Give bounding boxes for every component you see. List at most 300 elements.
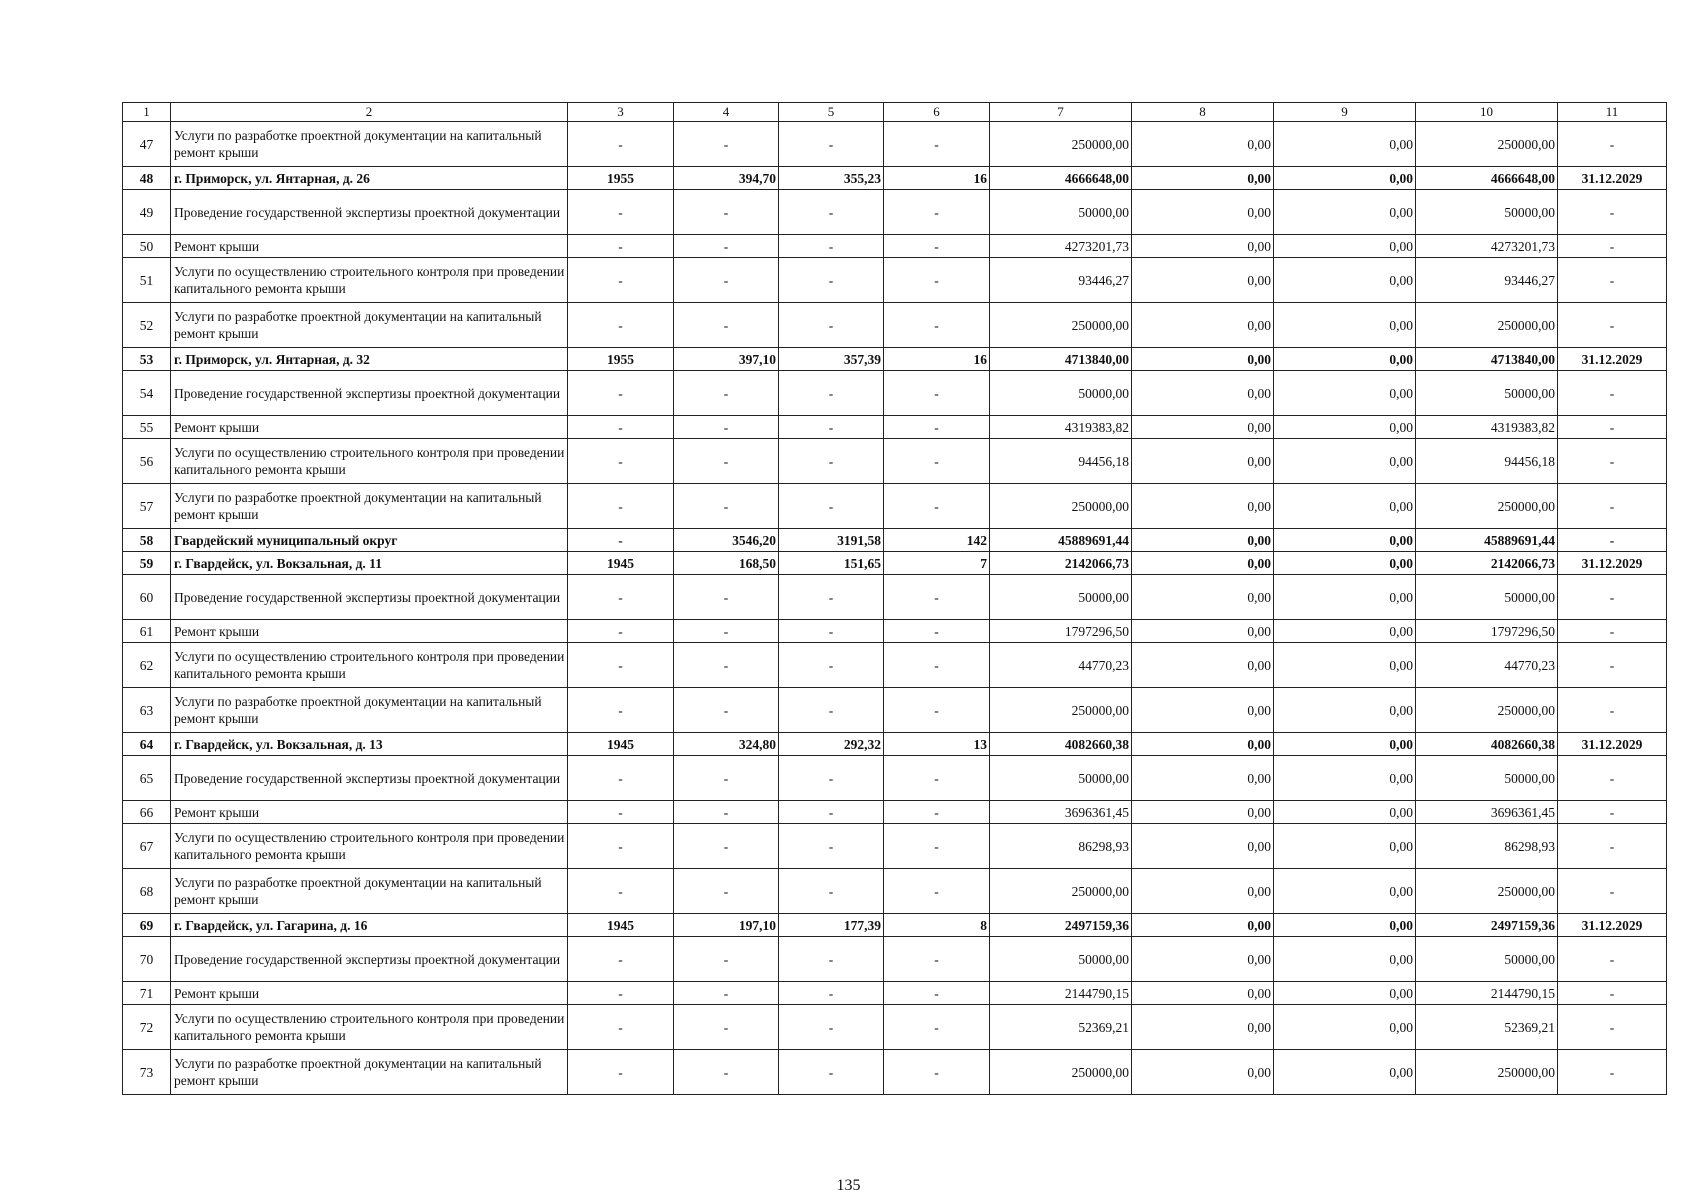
deadline-cell: - [1558,303,1667,348]
item-name-cell: г. Приморск, ул. Янтарная, д. 32 [171,348,568,371]
col6-cell: - [884,371,990,416]
col7-amount-cell: 1797296,50 [990,620,1132,643]
year-cell: 1955 [568,167,674,190]
table-row [123,348,1667,371]
col9-amount-cell: 0,00 [1274,733,1416,756]
year-cell: - [568,303,674,348]
row-number-cell: 55 [123,416,171,439]
col5-cell: 292,32 [779,733,884,756]
table-row [123,416,1667,439]
col4-cell: - [674,620,779,643]
col7-amount-cell: 4082660,38 [990,733,1132,756]
table-row [123,982,1667,1005]
row-number-cell: 51 [123,258,171,303]
col10-amount-cell: 250000,00 [1416,303,1558,348]
col8-amount-cell: 0,00 [1132,371,1274,416]
col4-cell: - [674,869,779,914]
col9-amount-cell: 0,00 [1274,303,1416,348]
row-number-cell: 69 [123,914,171,937]
col7-amount-cell: 2142066,73 [990,552,1132,575]
table-body [123,103,1667,1095]
deadline-cell: - [1558,1050,1667,1095]
col8-amount-cell: 0,00 [1132,1050,1274,1095]
deadline-cell: 31.12.2029 [1558,914,1667,937]
col4-cell: - [674,575,779,620]
col5-cell: - [779,937,884,982]
deadline-cell: - [1558,937,1667,982]
col7-amount-cell: 50000,00 [990,371,1132,416]
col9-amount-cell: 0,00 [1274,167,1416,190]
col10-amount-cell: 50000,00 [1416,756,1558,801]
col10-amount-cell: 50000,00 [1416,937,1558,982]
col8-amount-cell: 0,00 [1132,1005,1274,1050]
col5-cell: - [779,1050,884,1095]
year-cell: 1945 [568,914,674,937]
col4-cell: - [674,258,779,303]
item-name-cell: Ремонт крыши [171,801,568,824]
col8-amount-cell: 0,00 [1132,439,1274,484]
deadline-cell: - [1558,801,1667,824]
col7-amount-cell: 250000,00 [990,303,1132,348]
col5-cell: - [779,371,884,416]
year-cell: - [568,801,674,824]
item-name-cell: Услуги по разработке проектной документации на капитальный ремонт крыши [171,303,568,348]
row-number-cell: 60 [123,575,171,620]
col6-cell: - [884,122,990,167]
item-name-cell: Услуги по осуществлению строительного контроля при проведении капитального ремонта крыши [171,824,568,869]
deadline-cell: - [1558,643,1667,688]
col8-amount-cell: 0,00 [1132,484,1274,529]
year-cell: - [568,258,674,303]
row-number-cell: 52 [123,303,171,348]
col8-amount-cell: 0,00 [1132,303,1274,348]
deadline-cell: - [1558,1005,1667,1050]
col7-amount-cell: 50000,00 [990,190,1132,235]
col9-amount-cell: 0,00 [1274,484,1416,529]
col7-amount-cell: 250000,00 [990,869,1132,914]
item-name-cell: Услуги по осуществлению строительного контроля при проведении капитального ремонта крыши [171,643,568,688]
year-cell: - [568,439,674,484]
col8-amount-cell: 0,00 [1132,529,1274,552]
row-number-cell: 64 [123,733,171,756]
col8-amount-cell: 0,00 [1132,756,1274,801]
col6-cell: - [884,756,990,801]
item-name-cell: г. Гвардейск, ул. Вокзальная, д. 13 [171,733,568,756]
col7-amount-cell: 4666648,00 [990,167,1132,190]
col9-amount-cell: 0,00 [1274,552,1416,575]
col7-amount-cell: 250000,00 [990,1050,1132,1095]
col4-cell: - [674,303,779,348]
year-cell: - [568,869,674,914]
col4-cell: - [674,484,779,529]
deadline-cell: - [1558,688,1667,733]
col9-amount-cell: 0,00 [1274,982,1416,1005]
col9-amount-cell: 0,00 [1274,688,1416,733]
col7-amount-cell: 250000,00 [990,122,1132,167]
col7-amount-cell: 2144790,15 [990,982,1132,1005]
table-row [123,371,1667,416]
row-number-cell: 47 [123,122,171,167]
col7-amount-cell: 250000,00 [990,688,1132,733]
table-row [123,1005,1667,1050]
deadline-cell: - [1558,190,1667,235]
deadline-cell: - [1558,484,1667,529]
row-number-cell: 54 [123,371,171,416]
table-row [123,190,1667,235]
col6-cell: - [884,416,990,439]
col6-cell: 142 [884,529,990,552]
deadline-cell: 31.12.2029 [1558,552,1667,575]
col5-cell: - [779,416,884,439]
col10-amount-cell: 52369,21 [1416,1005,1558,1050]
col4-cell: - [674,416,779,439]
col5-cell: - [779,824,884,869]
col7-amount-cell: 4319383,82 [990,416,1132,439]
deadline-cell: - [1558,620,1667,643]
col4-cell: 3546,20 [674,529,779,552]
col10-amount-cell: 4319383,82 [1416,416,1558,439]
year-cell: - [568,756,674,801]
col6-cell: - [884,824,990,869]
col7-amount-cell: 3696361,45 [990,801,1132,824]
col8-amount-cell: 0,00 [1132,552,1274,575]
col8-amount-cell: 0,00 [1132,235,1274,258]
table-row [123,529,1667,552]
col10-amount-cell: 4082660,38 [1416,733,1558,756]
year-cell: - [568,982,674,1005]
col7-amount-cell: 86298,93 [990,824,1132,869]
table-row [123,258,1667,303]
col9-amount-cell: 0,00 [1274,937,1416,982]
col10-amount-cell: 4273201,73 [1416,235,1558,258]
row-number-cell: 68 [123,869,171,914]
col7-amount-cell: 44770,23 [990,643,1132,688]
col10-amount-cell: 250000,00 [1416,484,1558,529]
row-number-cell: 59 [123,552,171,575]
col5-cell: - [779,303,884,348]
year-cell: - [568,190,674,235]
col8-amount-cell: 0,00 [1132,937,1274,982]
col4-cell: - [674,190,779,235]
col5-cell: 3191,58 [779,529,884,552]
col5-cell: - [779,620,884,643]
col9-amount-cell: 0,00 [1274,1050,1416,1095]
col4-cell: 397,10 [674,348,779,371]
col8-amount-cell: 0,00 [1132,258,1274,303]
col6-cell: 13 [884,733,990,756]
item-name-cell: г. Приморск, ул. Янтарная, д. 26 [171,167,568,190]
col5-cell: 151,65 [779,552,884,575]
col6-cell: - [884,303,990,348]
col6-cell: - [884,982,990,1005]
col4-cell: - [674,643,779,688]
col8-amount-cell: 0,00 [1132,733,1274,756]
col6-cell: - [884,484,990,529]
col8-amount-cell: 0,00 [1132,575,1274,620]
item-name-cell: Услуги по разработке проектной документации на капитальный ремонт крыши [171,688,568,733]
col4-cell: 168,50 [674,552,779,575]
table-row [123,801,1667,824]
col9-amount-cell: 0,00 [1274,869,1416,914]
col10-amount-cell: 50000,00 [1416,575,1558,620]
col9-amount-cell: 0,00 [1274,258,1416,303]
year-cell: 1955 [568,348,674,371]
col10-amount-cell: 44770,23 [1416,643,1558,688]
col4-cell: 324,80 [674,733,779,756]
col6-cell: - [884,1050,990,1095]
row-number-cell: 53 [123,348,171,371]
column-header: 9 [1274,103,1416,122]
table-row [123,733,1667,756]
col10-amount-cell: 4713840,00 [1416,348,1558,371]
col10-amount-cell: 250000,00 [1416,688,1558,733]
deadline-cell: - [1558,575,1667,620]
table-row [123,167,1667,190]
table-row [123,869,1667,914]
col4-cell: - [674,1005,779,1050]
col7-amount-cell: 52369,21 [990,1005,1132,1050]
column-header: 2 [171,103,568,122]
col5-cell: - [779,190,884,235]
deadline-cell: - [1558,756,1667,801]
col10-amount-cell: 94456,18 [1416,439,1558,484]
deadline-cell: - [1558,869,1667,914]
col6-cell: - [884,643,990,688]
deadline-cell: - [1558,439,1667,484]
item-name-cell: г. Гвардейск, ул. Гагарина, д. 16 [171,914,568,937]
year-cell: 1945 [568,552,674,575]
col6-cell: - [884,575,990,620]
col9-amount-cell: 0,00 [1274,620,1416,643]
item-name-cell: г. Гвардейск, ул. Вокзальная, д. 11 [171,552,568,575]
year-cell: - [568,643,674,688]
row-number-cell: 48 [123,167,171,190]
col5-cell: - [779,982,884,1005]
year-cell: - [568,122,674,167]
col6-cell: - [884,258,990,303]
table-row [123,688,1667,733]
col9-amount-cell: 0,00 [1274,824,1416,869]
col6-cell: 16 [884,167,990,190]
item-name-cell: Ремонт крыши [171,416,568,439]
col9-amount-cell: 0,00 [1274,529,1416,552]
item-name-cell: Услуги по разработке проектной документации на капитальный ремонт крыши [171,869,568,914]
item-name-cell: Услуги по осуществлению строительного контроля при проведении капитального ремонта крыши [171,258,568,303]
col5-cell: - [779,756,884,801]
col9-amount-cell: 0,00 [1274,756,1416,801]
col6-cell: 8 [884,914,990,937]
row-number-cell: 57 [123,484,171,529]
item-name-cell: Услуги по осуществлению строительного контроля при проведении капитального ремонта крыши [171,1005,568,1050]
col5-cell: - [779,484,884,529]
col8-amount-cell: 0,00 [1132,620,1274,643]
column-header: 5 [779,103,884,122]
col9-amount-cell: 0,00 [1274,643,1416,688]
col6-cell: - [884,190,990,235]
year-cell: - [568,575,674,620]
col6-cell: - [884,439,990,484]
table-row [123,756,1667,801]
col4-cell: - [674,371,779,416]
deadline-cell: 31.12.2029 [1558,167,1667,190]
col5-cell: - [779,801,884,824]
table-row [123,643,1667,688]
deadline-cell: - [1558,529,1667,552]
table-row [123,303,1667,348]
deadline-cell: 31.12.2029 [1558,348,1667,371]
table-row [123,552,1667,575]
table-row [123,235,1667,258]
col10-amount-cell: 3696361,45 [1416,801,1558,824]
col10-amount-cell: 2144790,15 [1416,982,1558,1005]
row-number-cell: 65 [123,756,171,801]
table-row [123,439,1667,484]
col5-cell: - [779,643,884,688]
col10-amount-cell: 250000,00 [1416,869,1558,914]
row-number-cell: 73 [123,1050,171,1095]
col5-cell: 177,39 [779,914,884,937]
col4-cell: - [674,824,779,869]
col10-amount-cell: 93446,27 [1416,258,1558,303]
col4-cell: - [674,122,779,167]
col7-amount-cell: 50000,00 [990,937,1132,982]
col6-cell: 7 [884,552,990,575]
col8-amount-cell: 0,00 [1132,416,1274,439]
col8-amount-cell: 0,00 [1132,643,1274,688]
col5-cell: - [779,869,884,914]
page-number: 135 [836,1177,861,1194]
col10-amount-cell: 50000,00 [1416,371,1558,416]
col4-cell: - [674,801,779,824]
col4-cell: - [674,688,779,733]
col8-amount-cell: 0,00 [1132,824,1274,869]
deadline-cell: - [1558,235,1667,258]
col8-amount-cell: 0,00 [1132,801,1274,824]
col4-cell: - [674,982,779,1005]
col8-amount-cell: 0,00 [1132,914,1274,937]
item-name-cell: Проведение государственной экспертизы проектной документации [171,937,568,982]
year-cell: - [568,1005,674,1050]
item-name-cell: Проведение государственной экспертизы проектной документации [171,575,568,620]
year-cell: - [568,688,674,733]
table-row [123,620,1667,643]
col10-amount-cell: 2497159,36 [1416,914,1558,937]
col10-amount-cell: 250000,00 [1416,1050,1558,1095]
repair-schedule-table [122,102,1667,1095]
table-row [123,914,1667,937]
row-number-cell: 58 [123,529,171,552]
row-number-cell: 62 [123,643,171,688]
col5-cell: - [779,122,884,167]
col8-amount-cell: 0,00 [1132,688,1274,733]
column-header: 7 [990,103,1132,122]
column-header: 10 [1416,103,1558,122]
column-header: 1 [123,103,171,122]
col9-amount-cell: 0,00 [1274,122,1416,167]
column-header: 3 [568,103,674,122]
col9-amount-cell: 0,00 [1274,416,1416,439]
item-name-cell: Услуги по разработке проектной документации на капитальный ремонт крыши [171,484,568,529]
col10-amount-cell: 50000,00 [1416,190,1558,235]
column-header: 6 [884,103,990,122]
column-header: 11 [1558,103,1667,122]
item-name-cell: Проведение государственной экспертизы проектной документации [171,371,568,416]
col9-amount-cell: 0,00 [1274,190,1416,235]
row-number-cell: 63 [123,688,171,733]
year-cell: - [568,824,674,869]
deadline-cell: - [1558,416,1667,439]
col10-amount-cell: 4666648,00 [1416,167,1558,190]
row-number-cell: 71 [123,982,171,1005]
col6-cell: - [884,801,990,824]
year-cell: - [568,371,674,416]
col6-cell: - [884,688,990,733]
table-row [123,122,1667,167]
col7-amount-cell: 94456,18 [990,439,1132,484]
deadline-cell: - [1558,824,1667,869]
table-row [123,575,1667,620]
item-name-cell: Услуги по разработке проектной документации на капитальный ремонт крыши [171,122,568,167]
col5-cell: - [779,439,884,484]
col8-amount-cell: 0,00 [1132,348,1274,371]
col9-amount-cell: 0,00 [1274,235,1416,258]
col7-amount-cell: 50000,00 [990,756,1132,801]
table-row [123,824,1667,869]
col5-cell: 355,23 [779,167,884,190]
column-number-header-row [123,103,1667,122]
year-cell: - [568,937,674,982]
year-cell: - [568,1050,674,1095]
col9-amount-cell: 0,00 [1274,371,1416,416]
col8-amount-cell: 0,00 [1132,190,1274,235]
col4-cell: - [674,439,779,484]
col4-cell: - [674,235,779,258]
year-cell: - [568,529,674,552]
col5-cell: - [779,1005,884,1050]
table-row [123,484,1667,529]
col4-cell: - [674,1050,779,1095]
col4-cell: - [674,937,779,982]
col10-amount-cell: 2142066,73 [1416,552,1558,575]
item-name-cell: Ремонт крыши [171,235,568,258]
col7-amount-cell: 50000,00 [990,575,1132,620]
item-name-cell: Ремонт крыши [171,620,568,643]
col8-amount-cell: 0,00 [1132,122,1274,167]
year-cell: - [568,484,674,529]
year-cell: 1945 [568,733,674,756]
col6-cell: - [884,1005,990,1050]
col5-cell: - [779,258,884,303]
table-row [123,937,1667,982]
col6-cell: - [884,620,990,643]
deadline-cell: - [1558,258,1667,303]
col6-cell: - [884,235,990,258]
col10-amount-cell: 250000,00 [1416,122,1558,167]
col9-amount-cell: 0,00 [1274,575,1416,620]
col9-amount-cell: 0,00 [1274,801,1416,824]
col5-cell: - [779,575,884,620]
col10-amount-cell: 1797296,50 [1416,620,1558,643]
column-header: 8 [1132,103,1274,122]
row-number-cell: 66 [123,801,171,824]
col10-amount-cell: 86298,93 [1416,824,1558,869]
item-name-cell: Услуги по разработке проектной документации на капитальный ремонт крыши [171,1050,568,1095]
col7-amount-cell: 45889691,44 [990,529,1132,552]
col9-amount-cell: 0,00 [1274,439,1416,484]
col5-cell: 357,39 [779,348,884,371]
col6-cell: - [884,937,990,982]
item-name-cell: Проведение государственной экспертизы проектной документации [171,756,568,801]
